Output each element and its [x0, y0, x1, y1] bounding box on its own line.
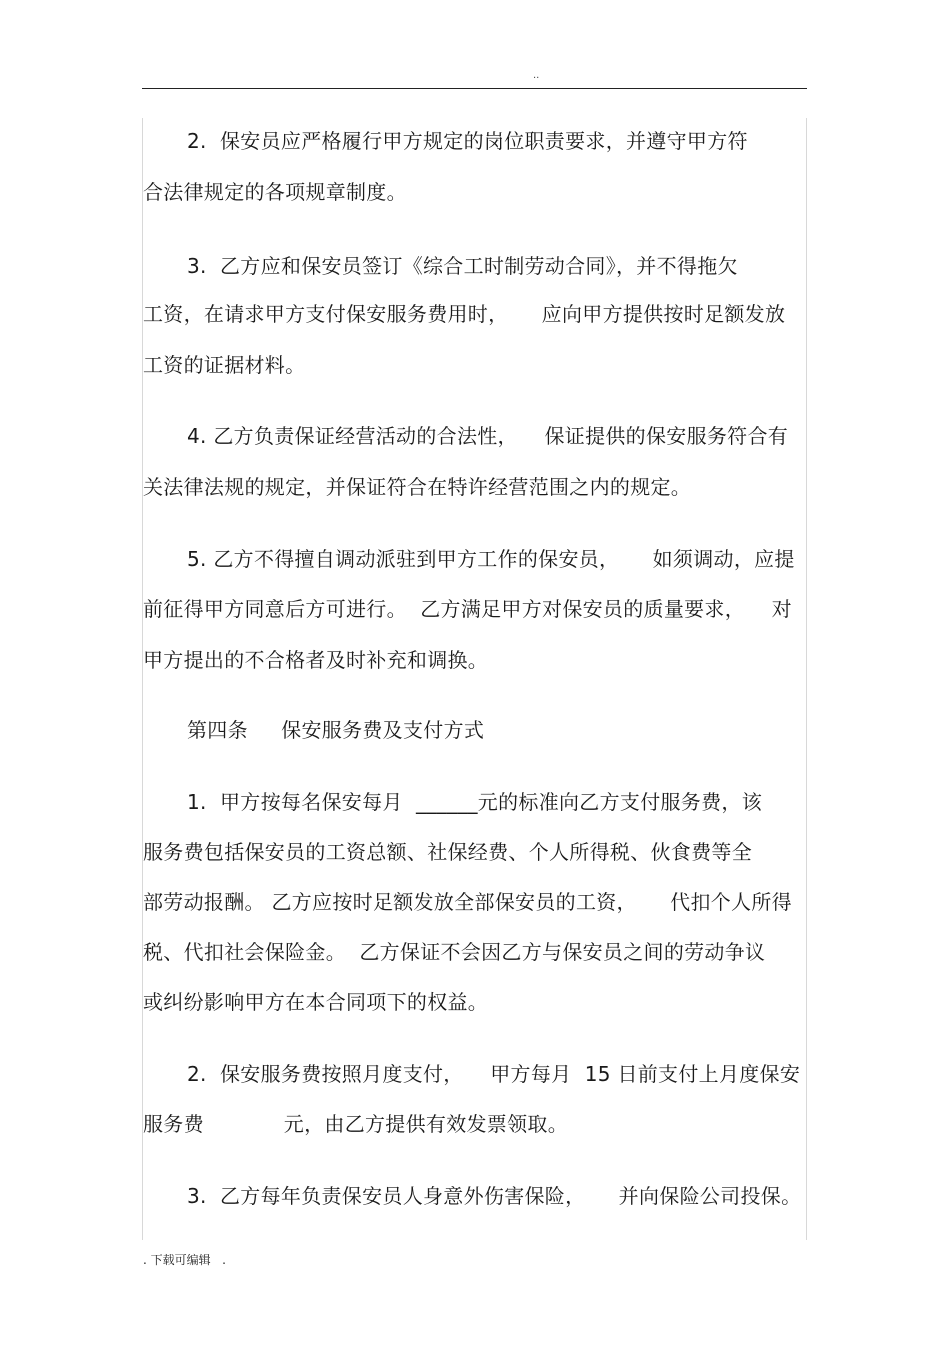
- text-line: 3. 乙方应和保安员签订《综合工时制劳动合同》，并不得拖欠: [187, 254, 738, 278]
- text-line: 5. 乙方不得擅自调动派驻到甲方工作的保安员， 如须调动，应提: [187, 547, 795, 571]
- header-mark: ..: [533, 70, 540, 81]
- text-line: 工资，在请求甲方支付保安服务费用时， 应向甲方提供按时足额发放: [143, 302, 786, 326]
- text-line: 甲方提出的不合格者及时补充和调换。: [143, 648, 489, 672]
- section-heading: 第四条 保安服务费及支付方式: [187, 718, 485, 742]
- text-line: 服务费包括保安员的工资总额、社保经费、个人所得税、伙食费等全: [143, 840, 752, 864]
- page-frame-right: [806, 118, 807, 1240]
- text-line: 2. 保安服务费按照月度支付， 甲方每月 15 日前支付上月度保安: [187, 1062, 801, 1086]
- text-line: 3. 乙方每年负责保安员人身意外伤害保险， 并向保险公司投保。: [187, 1184, 802, 1208]
- text-line: 前征得甲方同意后方可进行。 乙方满足甲方对保安员的质量要求， 对: [143, 597, 792, 621]
- text-line: 税、代扣社会保险金。 乙方保证不会因乙方与保安员之间的劳动争议: [143, 940, 766, 964]
- text-line: 部劳动报酬。 乙方应按时足额发放全部保安员的工资， 代扣个人所得: [143, 890, 792, 914]
- text-line: 关法律法规的规定，并保证符合在特许经营范围之内的规定。: [143, 475, 692, 499]
- page-frame-left: [142, 118, 143, 1240]
- text-line: 工资的证据材料。: [143, 353, 306, 377]
- footer-note: . 下载可编辑 .: [143, 1253, 226, 1267]
- text-line: 或纠纷影响甲方在本合同项下的权益。: [143, 990, 489, 1014]
- text-line: 4. 乙方负责保证经营活动的合法性， 保证提供的保安服务符合有: [187, 424, 789, 448]
- text-line: 服务费 元，由乙方提供有效发票领取。: [143, 1112, 568, 1136]
- text-line: 2. 保安员应严格履行甲方规定的岗位职责要求，并遵守甲方符: [187, 129, 748, 153]
- text-line: 合法律规定的各项规章制度。: [143, 180, 407, 204]
- header-rule: [142, 88, 807, 89]
- text-line: 1. 甲方按每名保安每月 ______元的标准向乙方支付服务费，该: [187, 790, 763, 814]
